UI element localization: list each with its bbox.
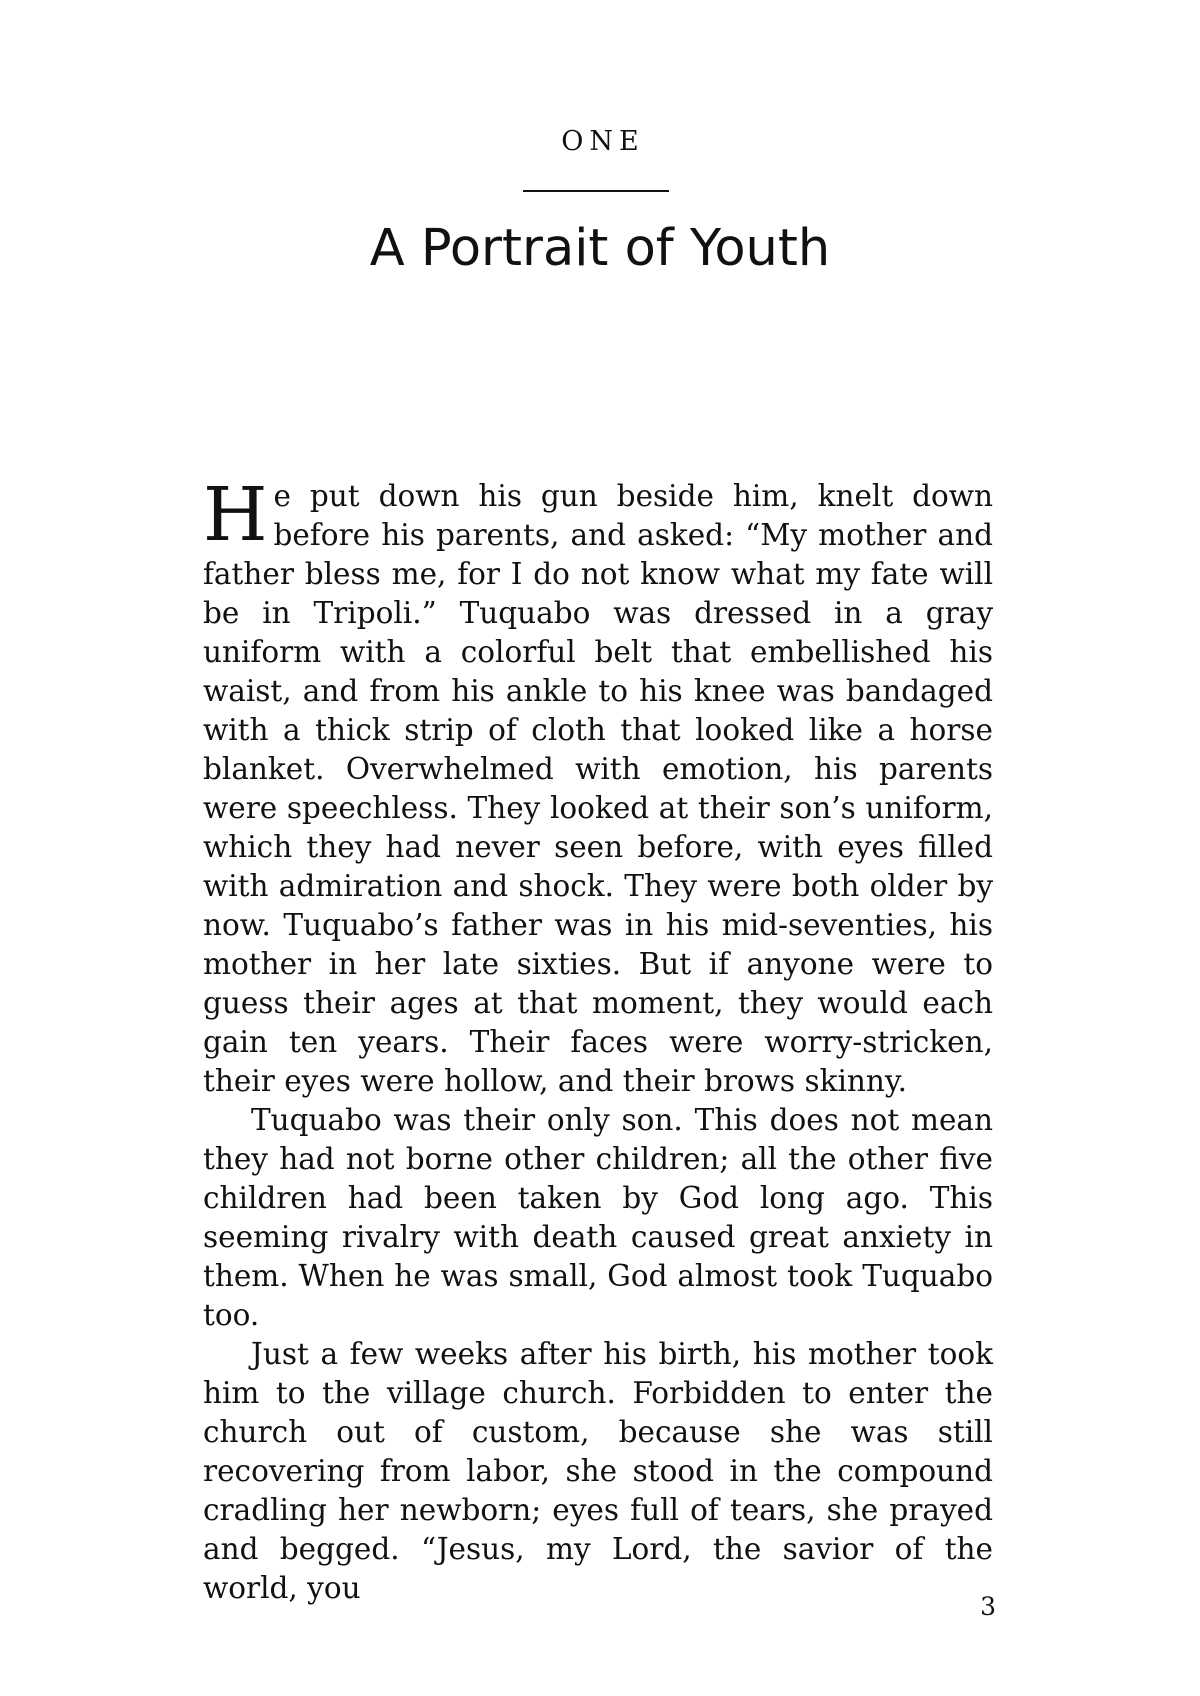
chapter-title: A Portrait of Youth (369, 219, 831, 278)
chapter-number: ONE (561, 126, 645, 157)
chapter-divider-rule (523, 190, 669, 192)
page-number: 3 (980, 1592, 996, 1621)
paragraph-3: Just a few weeks after his birth, his mother took him to the village church. Forbidden to enter the church out of custom, because she was still recovering from labor, she stood in the compound cradling her newborn; eyes full of tears, she prayed and begged. “Jesus, my Lord, the savior of the world, you (203, 1337, 993, 1605)
drop-cap: H (203, 472, 268, 558)
paragraph-1 (203, 472, 993, 1101)
paragraph-2: Tuquabo was their only son. This does not mean they had not borne other children; all the other five children had been taken by God long ago. This seeming rivalry with death caused great anxiety in them. When he was small, God almost took Tuquabo too. (203, 1103, 993, 1332)
chapter-body (203, 472, 993, 1608)
paragraph-1-text: e put down his gun beside him, knelt down before his parents, and asked: “My mother and father bless me, for I do not know what my fate will be in Tripoli.” Tuquabo was dressed in a gray uniform with a colorful belt that embellished his waist, and from his ankle to his knee was bandaged with a thick strip of cloth that looked like a horse blanket. Overwhelmed with emotion, his parents were speechless. They looked at their son’s uniform, which they had never seen before, with eyes filled with admiration and shock. They were both older by now. Tuquabo’s father was in his mid-seventies, his mother in her late sixties. But if anyone were to guess their ages at that moment, they would each gain ten years. Their faces were worry-stricken, their eyes were hollow, and their brows skinny. (203, 479, 993, 1098)
